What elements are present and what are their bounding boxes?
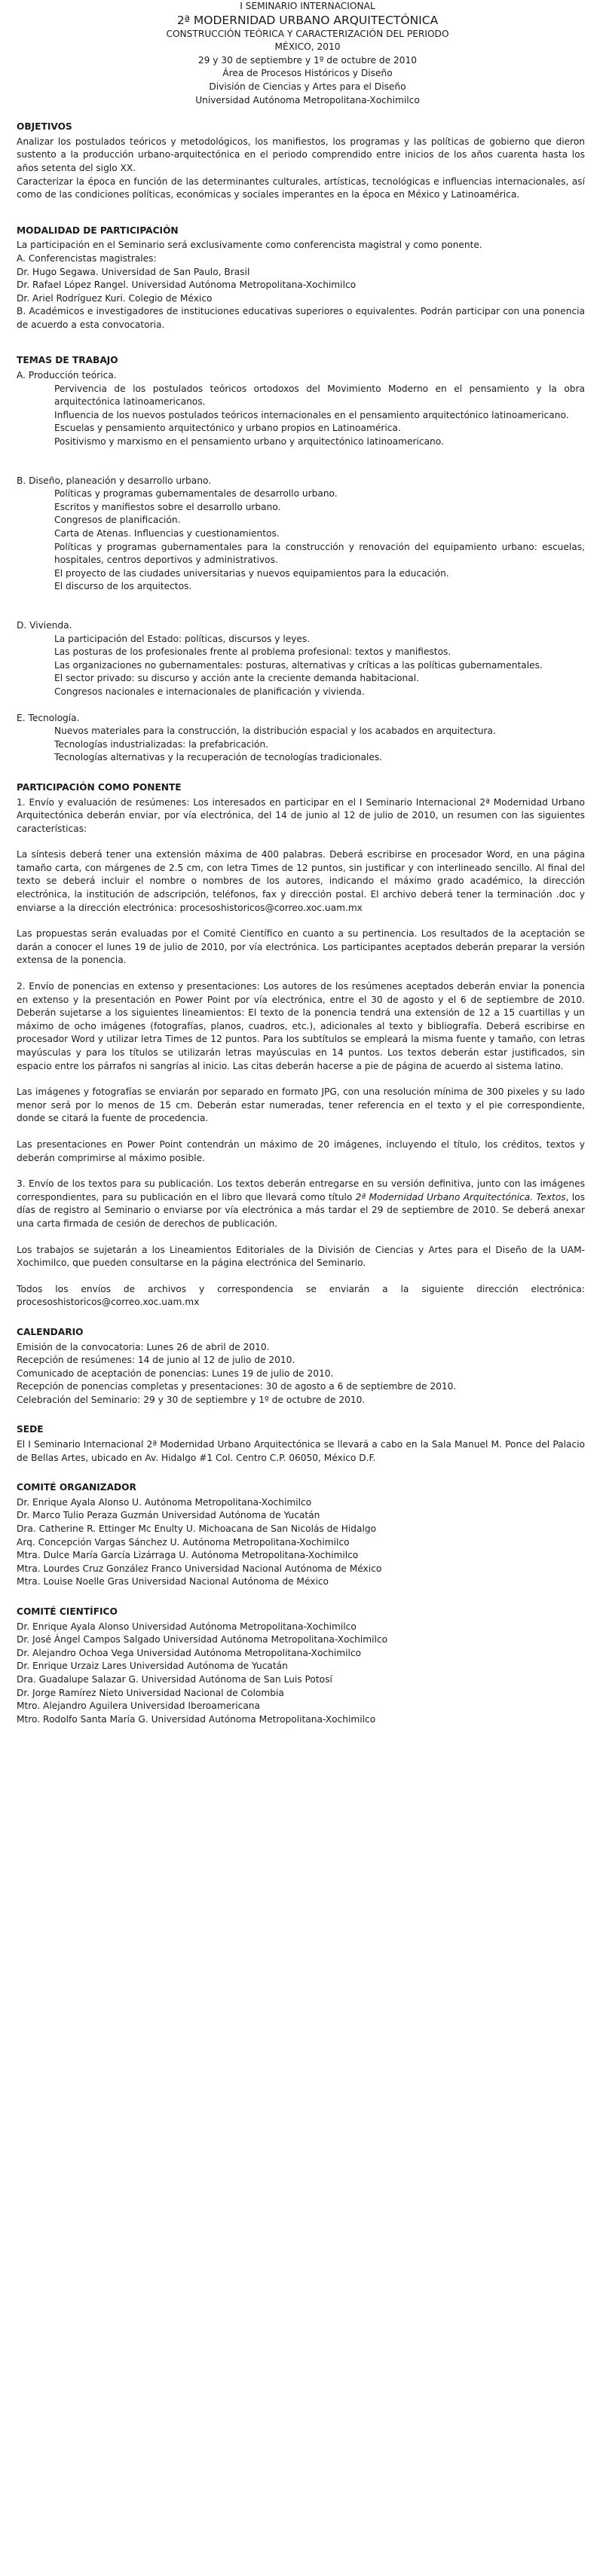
list-item: Recepción de resúmenes: 14 de junio al 12 de julio de 2010. [17,1355,295,1366]
paragraph: 1. Envío y evaluación de resúmenes: Los interesados en participar en el I Seminario Internacional 2ª Modernidad Urbano Arquitectónica deberán enviar, por vía electrónica, del 14 de junio al 12 de julio de 2010, un resumen con las siguientes características: [17,796,585,834]
list-item: Las posturas de los profesionales frente al problema profesional: textos y manifiestos. [54,646,451,658]
section-title: TEMAS DE TRABAJO [17,355,118,366]
list-item: Dr. Marco Tulio Peraza Guzmán Universidad Autónoma de Yucatán [17,1510,320,1521]
header-university: Universidad Autónoma Metropolitana-Xochimilco [195,94,420,105]
paragraph: La participación en el Seminario será exclusivamente como conferencista magistral y como ponente. [17,240,482,251]
section-temas [17,354,585,764]
list-item: Comunicado de aceptación de ponencias: Lunes 19 de julio de 2010. [17,1367,334,1379]
list-item: La participación del Estado: políticas, discursos y leyes. [54,633,311,644]
list-item: Congresos de planificación. [54,515,181,526]
list-item: Nuevos materiales para la construcción, la distribución espacial y los acabados en arquitectura. [54,726,496,737]
list-item: Influencia de los nuevos postulados teóricos internacionales en el pensamiento arquitectónico latinoamericano. [54,409,569,420]
section-title: PARTICIPACIÓN COMO PONENTE [17,781,182,793]
header-division: División de Ciencias y Artes para el Diseño [209,81,406,92]
paragraph: Todos los envíos de archivos y correspondencia se enviarán a la siguiente dirección electrónica: procesoshistoricos@correo.xoc.uam.mx [17,1283,585,1308]
paragraph: La síntesis deberá tener una extensión máxima de 400 palabras. Deberá escribirse en procesador Word, en una página tamaño carta, con márgenes de 2.5 cm, con letra Times de 12 puntos, sin justificar y con interlineado sencillo. Al final del texto se deberá incluir el nombre o nombres de los autores, indicando el máximo grado académico, la dirección electrónica, la institución de adscripción, teléfonos, fax y dirección postal. El archivo deberá tener la terminación .doc y enviarse a la dirección electrónica: procesoshistoricos@correo.xoc.uam.mx [17,849,585,913]
list-item: Políticas y programas gubernamentales para la construcción y renovación del equipamiento urbano: escuelas, hospitales, centros deportivos y administrativos. [54,541,585,566]
paragraph [17,1178,585,1230]
paragraph: Las propuestas serán evaluadas por el Comité Científico en cuanto a su pertinencia. Los resultados de la aceptación se darán a conocer el lunes 19 de julio de 2010, por vía electrónica. Los participantes aceptados deberán preparar la versión extensa de la ponencia. [17,928,585,966]
header-area: Área de Procesos Históricos y Diseño [222,68,393,79]
list-item: Mtra. Dulce María García Lizárraga U. Autónoma Metropolitana-Xochimilco [17,1550,359,1561]
topic-heading: A. Producción teórica. [17,370,117,381]
list-item: Dr. Jorge Ramírez Nieto Universidad Nacional de Colombia [17,1687,284,1698]
section-objetivos [17,121,585,202]
list-item: Las organizaciones no gubernamentales: posturas, alternativas y críticas a las políticas gubernamentales. [54,659,543,671]
list-item: Dr. Ariel Rodríguez Kuri. Colegio de México [17,292,213,304]
paragraph: El I Seminario Internacional 2ª Modernidad Urbano Arquitectónica se llevará a cabo en la Sala Manuel M. Ponce del Palacio de Bellas Artes, ubicado en Av. Hidalgo #1 Col. Centro C.P. 06050, México D.F. [17,1439,585,1463]
text-span: , los días de registro al Seminario o enviarse por vía electrónica a más tardar el 29 de septiembre de 2010. Se deberá anexar una carta firmada de cesión de derechos de publicación. [17,1191,585,1229]
section-calendario [17,1326,585,1407]
paragraph: Caracterizar la época en función de las determinantes culturales, artísticas, tecnológicas e influencias internacionales, así como de las condiciones políticas, económicas y sociales imperantes en la época en México y Latinoamérica. [17,176,585,200]
list-item: Mtro. Alejandro Aguilera Universidad Iberoamericana [17,1701,260,1712]
list-item: Dr. Hugo Segawa. Universidad de San Paulo, Brasil [17,266,250,277]
list-item: Dra. Guadalupe Salazar G. Universidad Autónoma de San Luis Potosí [17,1673,332,1685]
list-item: Recepción de ponencias completas y presentaciones: 30 de agosto a 6 de septiembre de 2010. [17,1381,457,1392]
paragraph: Analizar los postulados teóricos y metodológicos, los manifiestos, los programas y las políticas de gobierno que dieron sustento a la producción urbano-arquitectónica en el periodo comprendido entre inicios de los años cuarenta hasta los años setenta del siglo XX. [17,136,585,173]
text-span: 3. Envío de los textos para su publicación. Los textos deberán entregarse en su versión definitiva, junto con las imágenes correspondientes, para su publicación en el libro que llevará como título [17,1178,585,1202]
list-item: Tecnologías industrializadas: la prefabricación. [54,738,269,750]
document [17,0,585,1726]
topic-heading: E. Tecnología. [17,712,80,723]
section-ponente [17,781,585,1309]
list-item: Mtra. Lourdes Cruz González Franco Universidad Nacional Autónoma de México [17,1563,382,1574]
section-comite-cientifico [17,1606,585,1726]
paragraph: B. Académicos e investigadores de instituciones educativas superiores o equivalentes. Podrán participar con una ponencia de acuerdo a esta convocatoria. [17,306,585,330]
list-item: Dr. José Ángel Campos Salgado Universidad Autónoma Metropolitana-Xochimilco [17,1634,388,1646]
list-item: El sector privado: su discurso y acción ante la creciente demanda habitacional. [54,673,419,684]
list-item: Mtro. Rodolfo Santa María G. Universidad Autónoma Metropolitana-Xochimilco [17,1713,376,1725]
list-item: Políticas y programas gubernamentales de desarrollo urbano. [54,488,338,500]
list-item: Dr. Enrique Ayala Alonso Universidad Autónoma Metropolitana-Xochimilco [17,1621,357,1632]
section-modalidad [17,225,585,332]
paragraph: Las presentaciones en Power Point contendrán un máximo de 20 imágenes, incluyendo el título, los créditos, textos y deberán comprimirse al máximo posible. [17,1138,585,1163]
list-item: El proyecto de las ciudades universitarias y nuevos equipamientos para la educación. [54,567,449,579]
list-heading: A. Conferencistas magistrales: [17,252,157,264]
list-item: Dr. Enrique Urzaiz Lares Universidad Autónoma de Yucatán [17,1661,288,1672]
list-item: Mtra. Louise Noelle Gras Universidad Nacional Autónoma de México [17,1576,329,1587]
section-title: OBJETIVOS [17,121,72,133]
list-item: El discurso de los arquitectos. [54,581,192,592]
list-item: Dra. Catherine R. Ettinger Mc Enulty U. Michoacana de San Nicolás de Hidalgo [17,1523,377,1535]
list-item: Positivismo y marxismo en el pensamiento urbano y arquitectónico latinoamericano. [54,436,444,448]
section-comite-organizador [17,1481,585,1589]
section-sede [17,1423,585,1465]
header-title: 2ª MODERNIDAD URBANO ARQUITECTÓNICA [176,13,439,27]
section-title: MODALIDAD DE PARTICIPACIÓN [17,225,179,236]
header-place-year: MÉXICO, 2010 [274,41,341,53]
paragraph: Las imágenes y fotografías se enviarán por separado en formato JPG, con una resolución mínima de 300 pixeles y su lado menor será por lo menos de 15 cm. Deberán estar numeradas, tener referencia en el texto y el pie correspondiente, donde se citará la fuente de procedencia. [17,1086,585,1124]
topic-heading: D. Vivienda. [17,619,72,631]
section-title: CALENDARIO [17,1326,84,1337]
paragraph: 2. Envío de ponencias en extenso y presentaciones: Los autores de los resúmenes aceptados deberán enviar la ponencia en extenso y la presentación en Power Point por vía electrónica, entre el 30 de agosto y el 6 de septiembre de 2010. Deberán sujetarse a los siguientes lineamientos: El texto de la ponencia tendrá una extensión de 12 a 15 cuartillas y un máximo de ocho imágenes (fotografías, planos, cuadros, etc.), adicionales al texto y bibliografía. Deberá escribirse en procesador Word y utilizar letra Times de 12 puntos. Para los subtítulos se empleará la misma fuente y tamaño, con letras mayúsculas y para los títulos se utilizarán letras mayúsculas en 14 puntos. Los textos deberán estar justificados, sin espacio entre los párrafos ni sangrías al inicio. Las citas deberán hacerse a pie de página de acuerdo al sistema latino. [17,981,585,1071]
paragraph: Los trabajos se sujetarán a los Lineamientos Editoriales de la División de Ciencias y Artes para el Diseño de la UAM-Xochimilco, que pueden consultarse en la página electrónica del Seminario. [17,1244,585,1269]
header-dates: 29 y 30 de septiembre y 1º de octubre de 2010 [197,54,418,66]
section-title: COMITÉ CIENTÍFICO [17,1606,118,1617]
book-title: 2ª Modernidad Urbano Arquitectónica. Textos [355,1191,566,1202]
list-item: Emisión de la convocatoria: Lunes 26 de abril de 2010. [17,1341,270,1352]
document-header [30,0,585,107]
list-item: Escuelas y pensamiento arquitectónico y urbano propios en Latinoamérica. [54,423,401,434]
list-item: Dr. Enrique Ayala Alonso U. Autónoma Metropolitana-Xochimilco [17,1496,312,1508]
list-item: Pervivencia de los postulados teóricos ortodoxos del Movimiento Moderno en el pensamiento y la obra arquitectónica latinoamericanos. [54,383,585,408]
topic-heading: B. Diseño, planeación y desarrollo urbano. [17,475,212,486]
section-title: COMITÉ ORGANIZADOR [17,1482,136,1493]
list-item: Celebración del Seminario: 29 y 30 de septiembre y 1º de octubre de 2010. [17,1394,366,1405]
list-item: Congresos nacionales e internacionales de planificación y vivienda. [54,686,365,697]
list-item: Dr. Rafael López Rangel. Universidad Autónoma Metropolitana-Xochimilco [17,280,357,291]
list-item: Tecnologías alternativas y la recuperación de tecnologías tradicionales. [54,752,383,763]
list-item: Escritos y manifiestos sobre el desarrollo urbano. [54,501,281,512]
section-title: SEDE [17,1424,44,1435]
list-item: Dr. Alejandro Ochoa Vega Universidad Autónoma Metropolitana-Xochimilco [17,1647,362,1658]
list-item: Carta de Atenas. Influencias y cuestionamientos. [54,528,280,539]
header-subtitle: CONSTRUCCIÓN TEÓRICA Y CARACTERIZACIÓN DEL PERIODO [166,28,449,39]
list-item: Arq. Concepción Vargas Sánchez U. Autónoma Metropolitana-Xochimilco [17,1536,350,1548]
header-seminar: I SEMINARIO INTERNACIONAL [240,1,375,11]
